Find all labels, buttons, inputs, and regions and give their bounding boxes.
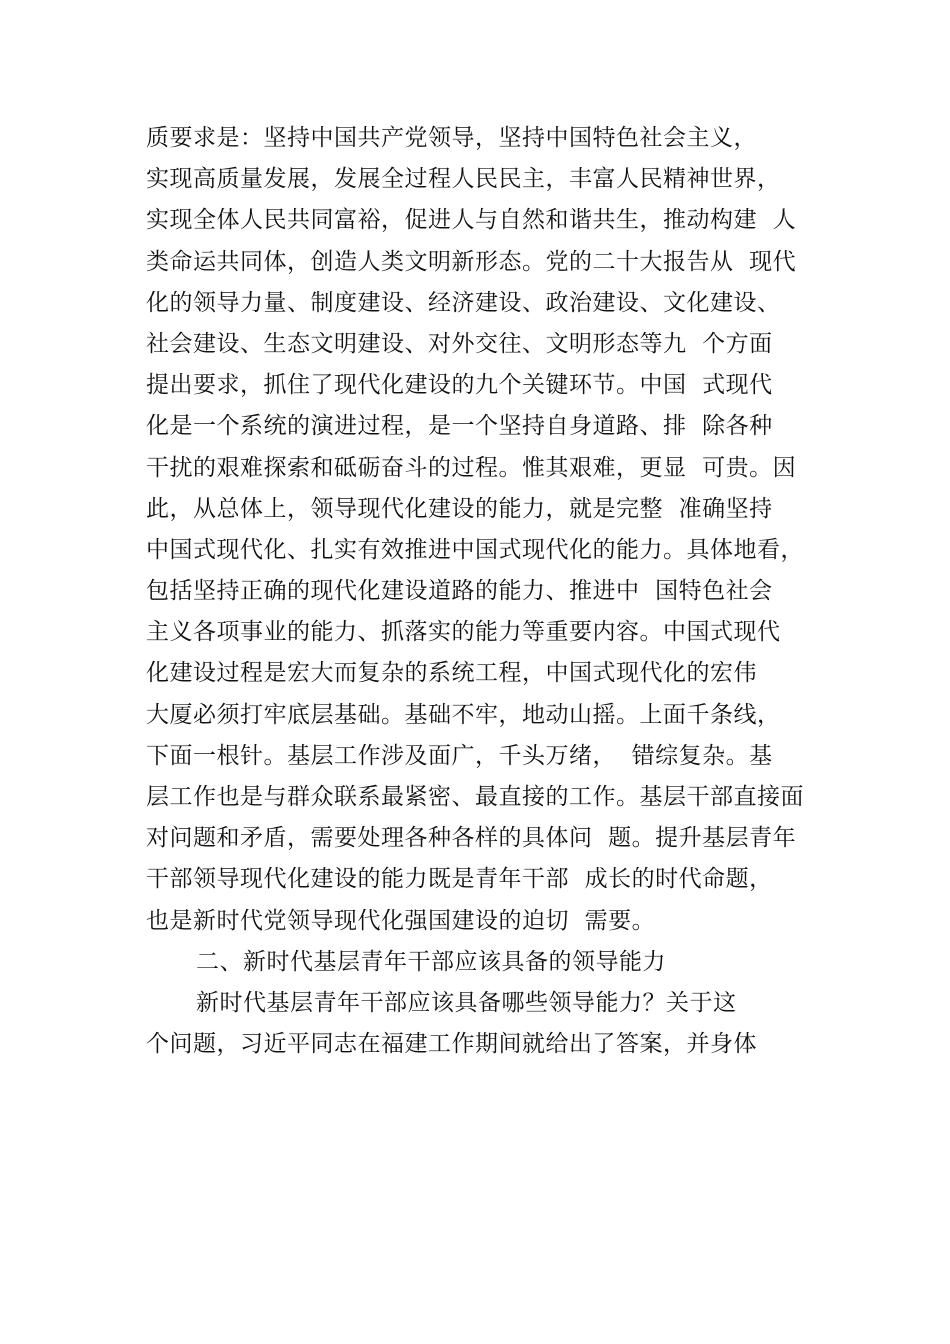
text-line: 社会建设、生态文明建设、对外交往、文明形态等九 个方面 — [146, 330, 773, 357]
text-line: 此，从总体上，领导现代化建设的能力，就是完整 准确坚持 — [146, 495, 773, 522]
body-text — [146, 118, 846, 1065]
text-line: 化是一个系统的演进过程，是一个坚持自身道路、排 除各种 — [146, 413, 773, 440]
text-line: 质要求是：坚持中国共产党领导，坚持中国特色社会主义， — [146, 125, 757, 151]
text-line: 化的领导力量、制度建设、经济建设、政治建设、文化建设、 — [146, 289, 781, 316]
text-line: 下面一根针。基层工作涉及面广，千头万绪， 错综复杂。基 — [146, 742, 773, 769]
text-line: 层工作也是与群众联系最紧密、最直接的工作。基层干部直接面 — [146, 784, 804, 810]
text-line: 干扰的艰难探索和砥砺奋斗的过程。惟其艰难，更显 可贵。因 — [146, 454, 797, 481]
text-line: 干部领导现代化建设的能力既是青年干部 成长的时代命题， — [146, 866, 773, 893]
text-line: 提出要求，抓住了现代化建设的九个关键环节。中国 式现代 — [146, 372, 773, 399]
text-line: 对问题和矛盾，需要处理各种各样的具体问 题。提升基层青年 — [146, 825, 797, 852]
text-line: 也是新时代党领导现代化强国建设的迫切 需要。 — [146, 907, 656, 934]
text-line: 实现全体人民共同富裕，促进人与自然和谐共生，推动构建 人 — [146, 207, 797, 234]
text-line: 包括坚持正确的现代化建设道路的能力、推进中 国特色社会 — [146, 578, 773, 605]
text-line: 新时代基层青年干部应该具备哪些领导能力？关于这 — [196, 989, 737, 1016]
text-line: 化建设过程是宏大而复杂的系统工程，中国式现代化的宏伟 — [146, 660, 757, 687]
text-line: 中国式现代化、扎实有效推进中国式现代化的能力。具体地看， — [146, 536, 804, 563]
section-heading: 二、新时代基层青年干部应该具备的领导能力 — [196, 948, 666, 975]
text-line: 大厦必须打牢底层基础。基础不牢，地动山摇。上面千条线， — [146, 701, 781, 728]
text-line: 实现高质量发展，发展全过程人民民主，丰富人民精神世界， — [146, 166, 781, 193]
text-line: 主义各项事业的能力、抓落实的能力等重要内容。中国式现代 — [146, 619, 781, 646]
text-line: 类命运共同体，创造人类文明新形态。党的二十大报告从 现代 — [146, 248, 797, 275]
text-line: 个问题，习近平同志在福建工作期间就给出了答案，并身体 — [146, 1031, 757, 1058]
